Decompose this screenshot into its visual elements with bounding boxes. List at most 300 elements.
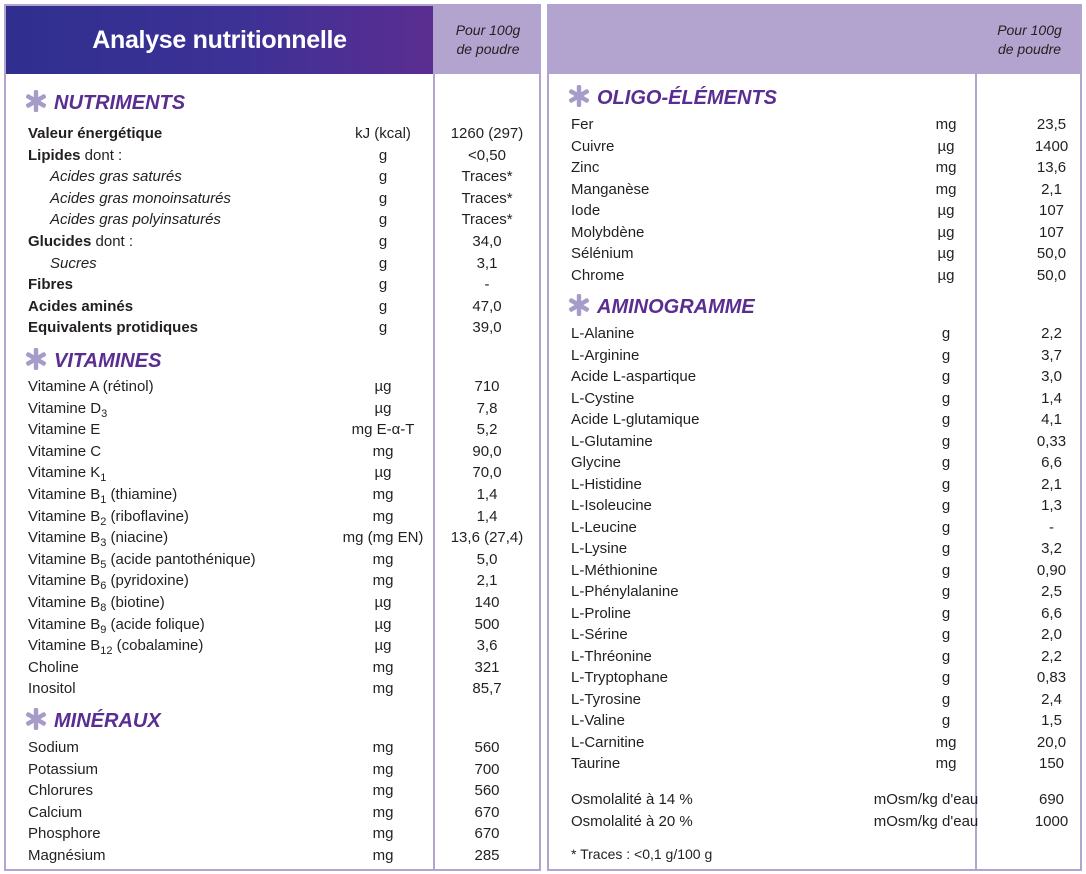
nutrient-name [571, 179, 649, 201]
nutrient-name [28, 506, 189, 528]
nutrient-name [28, 441, 101, 463]
unit-cell: µg [937, 137, 955, 155]
table-row [571, 517, 1081, 539]
value-cell: 0,90 [1036, 561, 1067, 579]
value-cell: 3,2 [1041, 540, 1062, 557]
table-row [28, 441, 540, 463]
unit-cell: g [941, 475, 951, 493]
nutrient-subscript: 8 [100, 602, 107, 614]
nutrient-name-text: Chrome [571, 266, 625, 284]
nutrient-name-text: Sodium [28, 739, 79, 756]
table-row [571, 323, 1081, 345]
nutrient-name [28, 484, 177, 506]
unit-cell: g [941, 346, 951, 364]
nutrient-name [28, 274, 73, 296]
unit-cell: mg [935, 733, 957, 751]
nutrient-name [571, 265, 624, 287]
section-title-oligo [567, 87, 777, 110]
nutrient-name-detail: (acide folique) [106, 615, 205, 633]
unit-cell: g [941, 540, 951, 557]
nutrient-name [28, 231, 133, 253]
nutrient-name [28, 802, 82, 824]
value-cell: 4,1 [1041, 411, 1062, 428]
unit-cell: mg [372, 550, 394, 568]
nutrient-name-detail: (biotine) [106, 594, 165, 611]
unit-cell: mg [372, 486, 394, 503]
nutrient-name [571, 789, 693, 811]
table-row [28, 592, 540, 614]
table-row [571, 710, 1081, 732]
table-row [571, 624, 1081, 646]
section-title-text: AMINOGRAMME [597, 296, 755, 318]
nutrient-name-text: L-Cystine [571, 389, 635, 407]
value-cell: <0,50 [468, 146, 506, 164]
nutrient-name [28, 527, 168, 549]
nutrient-name [28, 398, 107, 420]
table-row [28, 678, 540, 700]
unit-cell: µg [374, 637, 392, 655]
value-cell: 2,0 [1041, 626, 1062, 643]
unit-cell: g [941, 325, 951, 342]
right-column-header [977, 6, 1082, 74]
unit-cell: g [378, 297, 388, 315]
nutrient-name [28, 549, 256, 571]
nutrient-name [28, 780, 93, 802]
section-title-nutriments [24, 92, 185, 115]
nutrient-name [28, 419, 100, 441]
nutrient-name-text: Acides gras polyinsaturés [50, 211, 221, 229]
value-cell: 2,4 [1041, 690, 1062, 708]
unit-cell: µg [374, 378, 392, 395]
unit-cell: mg [935, 116, 957, 133]
nutrient-name-text: Sélénium [571, 245, 634, 262]
nutrient-name-text: Cuivre [571, 137, 615, 155]
table-row [571, 789, 1081, 811]
table-row [28, 570, 540, 592]
nutrient-name-detail: (acide pantothénique) [106, 550, 256, 568]
nutrient-name-text: Vitamine B [28, 507, 101, 525]
value-cell: 700 [474, 760, 500, 778]
value-cell: 20,0 [1036, 733, 1067, 751]
page-title: Analyse nutritionnelle [92, 25, 347, 54]
table-row [571, 200, 1081, 222]
nutrient-name-text: Vitamine B [28, 594, 101, 611]
table-row [28, 376, 540, 398]
nutrient-name-detail: (niacine) [106, 529, 169, 547]
unit-cell: g [941, 712, 951, 729]
nutrient-subscript: 2 [100, 515, 107, 528]
value-cell: 107 [1038, 202, 1065, 219]
value-cell: 3,1 [476, 254, 498, 272]
unit-cell: µg [374, 594, 392, 611]
asterisk-star-icon [567, 293, 591, 317]
nutrient-name-text: Molybdène [571, 223, 645, 241]
nutrient-name [571, 517, 637, 539]
nutrient-name [28, 759, 98, 781]
value-cell: 2,2 [1041, 647, 1062, 665]
column-header-line2: de poudre [997, 41, 1062, 57]
value-cell: 690 [1038, 791, 1065, 808]
nutrient-name-text: Equivalents protidiques [28, 319, 199, 337]
nutrient-name [571, 560, 658, 582]
nutrient-name [571, 538, 627, 560]
table-row [571, 689, 1081, 711]
value-cell: 107 [1038, 223, 1065, 241]
nutrient-name-text: Vitamine B [28, 637, 101, 655]
table-row [571, 452, 1081, 474]
value-cell: 23,5 [1036, 116, 1067, 133]
value-cell: 2,2 [1041, 325, 1062, 342]
nutrient-name-text: Acide L-aspartique [571, 368, 697, 385]
table-row [28, 657, 540, 679]
title-banner [6, 6, 433, 74]
table-row [28, 845, 540, 867]
value-cell: 2,1 [476, 572, 498, 590]
nutrient-name [571, 157, 599, 179]
value-cell: 50,0 [1036, 266, 1067, 284]
value-cell: 6,6 [1041, 454, 1062, 471]
unit-cell: mg [372, 760, 394, 778]
nutrient-name-text: Calcium [28, 803, 83, 821]
unit-cell: µg [937, 266, 955, 284]
nutrient-name [28, 592, 165, 614]
nutrient-name-text: Vitamine B [28, 572, 101, 590]
value-cell: 1400 [1034, 137, 1069, 155]
nutrient-name [28, 462, 106, 484]
unit-cell: g [941, 497, 951, 514]
value-cell: 50,0 [1036, 245, 1067, 262]
unit-cell: g [941, 583, 951, 600]
nutrient-subscript: 6 [100, 580, 107, 593]
left-column-header [435, 6, 541, 74]
value-cell: 34,0 [472, 233, 502, 250]
value-cell: 3,7 [1041, 346, 1062, 364]
unit-cell: µg [374, 615, 392, 633]
nutrient-name-text: Acide L-glutamique [571, 411, 700, 428]
nutrient-name [28, 678, 76, 700]
nutrient-name-text: L-Arginine [571, 346, 640, 364]
table-row [571, 431, 1081, 453]
value-cell: 1,4 [1041, 389, 1062, 407]
value-cell: 13,6 (27,4) [450, 529, 524, 547]
nutrient-name [28, 570, 189, 592]
value-cell: 13,6 [1036, 159, 1067, 176]
nutrient-subscript: 3 [100, 537, 107, 550]
table-row [28, 231, 540, 253]
value-cell: Traces* [461, 211, 513, 229]
unit-cell: g [378, 211, 388, 229]
unit-cell: mg (mg EN) [342, 529, 424, 547]
unit-cell: g [941, 561, 951, 579]
nutrient-name [571, 646, 652, 668]
value-cell: 670 [474, 825, 500, 843]
unit-cell: mg [372, 739, 394, 756]
nutrient-name [571, 811, 693, 833]
table-row [28, 123, 540, 145]
nutrient-name-text: Zinc [571, 159, 600, 176]
table-row [28, 759, 540, 781]
value-cell: Traces* [461, 168, 513, 186]
section-title-vitamines [24, 350, 161, 373]
table-row [28, 209, 540, 231]
asterisk-star-icon-graphic [24, 707, 48, 731]
nutrient-name-text: Acides gras monoinsaturés [50, 189, 231, 207]
nutrient-name [28, 317, 198, 339]
nutrient-name-text: Fibres [28, 276, 74, 294]
unit-cell: mg [372, 847, 394, 864]
nutrient-name-text: L-Carnitine [571, 733, 645, 751]
value-cell: 2,1 [1041, 475, 1062, 493]
value-cell: 1,4 [476, 486, 498, 503]
value-cell: 710 [474, 378, 500, 395]
nutrient-name-text: Osmolalité à 20 % [571, 812, 693, 830]
value-cell: 3,6 [476, 637, 498, 655]
nutrient-name-text: L-Lysine [571, 540, 628, 557]
table-row [28, 274, 540, 296]
table-row [28, 802, 540, 824]
nutrient-name-text: L-Sérine [571, 626, 628, 643]
unit-cell: mg [935, 159, 957, 176]
unit-cell: g [378, 254, 388, 272]
table-row [571, 222, 1081, 244]
unit-cell: mOsm/kg d'eau [873, 812, 979, 830]
asterisk-star-icon [24, 707, 48, 731]
table-row [28, 527, 540, 549]
nutrient-name [571, 581, 679, 603]
unit-cell: g [941, 368, 951, 385]
nutrient-name-text: L-Histidine [571, 475, 642, 493]
unit-cell: g [941, 604, 951, 622]
asterisk-star-icon-graphic [24, 347, 48, 371]
unit-cell: mg [372, 782, 394, 800]
unit-cell: mg [372, 507, 394, 525]
value-cell: 560 [474, 782, 500, 800]
value-cell: 7,8 [476, 399, 498, 417]
nutrient-name-detail: (cobalamine) [112, 637, 204, 655]
nutrient-name-text: L-Proline [571, 604, 632, 622]
nutrient-name-text: L-Alanine [571, 325, 635, 342]
nutrient-name-text: Vitamine B [28, 529, 101, 547]
unit-cell: g [941, 626, 951, 643]
nutrient-name [50, 253, 97, 275]
table-row [28, 398, 540, 420]
value-cell: 670 [474, 803, 500, 821]
unit-cell: g [941, 454, 951, 471]
asterisk-star-icon-graphic [567, 293, 591, 317]
table-row [28, 635, 540, 657]
table-row [28, 317, 540, 339]
value-cell: 6,6 [1041, 604, 1062, 622]
nutrient-name [571, 624, 628, 646]
value-cell: 2,1 [1041, 180, 1062, 198]
nutrient-name-text: L-Tryptophane [571, 669, 669, 686]
value-cell: - [484, 276, 490, 294]
value-cell: 2,5 [1041, 583, 1062, 600]
value-cell: 1260 (297) [450, 125, 524, 142]
unit-cell: kJ (kcal) [355, 125, 411, 142]
table-row [571, 114, 1081, 136]
unit-cell: g [941, 411, 951, 428]
unit-cell: mg [935, 180, 957, 198]
value-cell: 1,4 [476, 507, 498, 525]
unit-cell: mg E-α-T [351, 421, 415, 439]
value-cell: 5,2 [476, 421, 498, 439]
nutrient-name [571, 222, 644, 244]
asterisk-star-icon [24, 347, 48, 371]
table-row [28, 145, 540, 167]
unit-cell: mg [372, 680, 394, 698]
nutrient-name-text: Iode [571, 202, 601, 219]
nutrient-name-text: L-Méthionine [571, 561, 658, 579]
nutrient-name [28, 845, 106, 867]
nutrient-subscript: 9 [100, 623, 107, 636]
nutrient-subscript: 12 [100, 645, 113, 658]
value-cell: 1,5 [1041, 712, 1062, 729]
unit-cell: g [941, 389, 951, 407]
table-row [571, 265, 1081, 287]
table-row [28, 506, 540, 528]
table-row [28, 780, 540, 802]
value-cell: 1,3 [1041, 497, 1062, 514]
section-title-aminogramme [567, 296, 755, 319]
nutrient-name-text: Inositol [28, 680, 76, 698]
nutrient-name-text: Taurine [571, 755, 621, 772]
nutrient-name [28, 657, 79, 679]
nutrient-name-text: L-Valine [571, 712, 625, 729]
table-row [571, 811, 1081, 833]
nutrient-name-text: Vitamine A (rétinol) [28, 378, 154, 395]
section-title-text: NUTRIMENTS [54, 92, 186, 114]
left-panel [4, 4, 541, 871]
table-row [28, 419, 540, 441]
unit-cell: g [941, 647, 951, 665]
nutrient-name [50, 188, 231, 210]
nutrient-name [571, 431, 653, 453]
unit-cell: g [378, 189, 388, 207]
nutrient-name [571, 753, 620, 775]
nutrient-name-text: L-Thréonine [571, 647, 652, 665]
nutrient-name [28, 376, 154, 398]
value-cell: 70,0 [472, 464, 502, 482]
unit-cell: mOsm/kg d'eau [873, 791, 979, 808]
nutrient-name [28, 123, 162, 145]
nutrient-name-text: Vitamine B [28, 615, 101, 633]
section-title-text: VITAMINES [54, 350, 162, 372]
column-header-line1: Pour 100g [997, 22, 1062, 38]
table-row [28, 484, 540, 506]
value-cell: 39,0 [472, 319, 502, 337]
section-title-mineraux [24, 710, 161, 733]
footnote: * Traces : <0,1 g/100 g [571, 846, 713, 862]
nutrient-name-text: Chlorures [28, 782, 94, 800]
unit-cell: mg [372, 572, 394, 590]
nutrient-name-text: Valeur énergétique [28, 125, 163, 142]
nutrient-name [28, 635, 203, 657]
unit-cell: µg [374, 464, 392, 482]
nutrient-name-text: Fer [571, 116, 594, 133]
nutrient-name-text: Vitamine B [28, 486, 101, 503]
nutrient-name-detail: (pyridoxine) [106, 572, 189, 590]
table-row [571, 732, 1081, 754]
table-row [571, 136, 1081, 158]
table-row [571, 179, 1081, 201]
unit-cell: mg [935, 755, 957, 772]
table-row [571, 560, 1081, 582]
value-cell: 3,0 [1041, 368, 1062, 385]
nutrient-name [50, 209, 221, 231]
unit-cell: g [378, 146, 388, 164]
unit-cell: mg [372, 803, 394, 821]
nutrient-subscript: 1 [100, 472, 107, 485]
nutrient-name-text: Lipides [28, 146, 81, 164]
nutrient-name-suffix: dont : [80, 146, 123, 164]
nutrient-name-text: L-Glutamine [571, 432, 653, 450]
table-row [28, 614, 540, 636]
nutrient-name-text: Sucres [50, 254, 97, 272]
table-row [571, 474, 1081, 496]
unit-cell: µg [937, 245, 955, 262]
unit-cell: µg [374, 399, 392, 417]
table-row [571, 646, 1081, 668]
value-cell: 500 [474, 615, 500, 633]
unit-cell: µg [937, 202, 955, 219]
table-row [28, 549, 540, 571]
nutrient-name-text: Magnésium [28, 847, 106, 864]
nutrient-name [571, 732, 644, 754]
value-cell: 47,0 [472, 297, 502, 315]
nutrient-name-text: Vitamine B [28, 550, 101, 568]
nutrient-name [571, 366, 696, 388]
unit-cell: g [378, 233, 388, 250]
section-title-text: MINÉRAUX [54, 710, 161, 732]
nutrient-subscript: 5 [100, 558, 107, 571]
table-row [571, 667, 1081, 689]
table-row [28, 253, 540, 275]
table-row [571, 538, 1081, 560]
unit-cell: g [941, 432, 951, 450]
nutrient-name-text: Vitamine K [28, 464, 101, 482]
nutrient-name [28, 823, 101, 845]
nutrient-name-text: Acides gras saturés [50, 168, 182, 186]
nutrient-name [571, 136, 614, 158]
nutrient-name-text: Choline [28, 658, 79, 676]
value-cell: 321 [474, 658, 500, 676]
nutrient-name [28, 145, 122, 167]
right-panel [547, 4, 1082, 871]
nutrient-name-text: Vitamine D [28, 399, 102, 417]
nutrient-name [571, 409, 699, 431]
value-cell: 0,83 [1036, 669, 1067, 686]
nutrient-name [571, 200, 600, 222]
nutrient-name-text: Phosphore [28, 825, 101, 843]
value-cell: 150 [1038, 755, 1065, 772]
unit-cell: mg [372, 442, 394, 460]
asterisk-star-icon-graphic [24, 89, 48, 113]
nutrient-name [571, 452, 621, 474]
nutrient-name-text: Glucides [28, 233, 92, 250]
nutrient-name [50, 166, 182, 188]
table-row [571, 157, 1081, 179]
nutrient-name-text: Potassium [28, 760, 99, 778]
table-row [28, 823, 540, 845]
nutrient-name-text: Manganèse [571, 180, 650, 198]
value-cell: 140 [474, 594, 500, 611]
value-cell: 0,33 [1036, 432, 1067, 450]
nutrient-name-text: L-Phénylalanine [571, 583, 679, 600]
table-row [28, 166, 540, 188]
table-row [28, 188, 540, 210]
unit-cell: mg [372, 825, 394, 843]
